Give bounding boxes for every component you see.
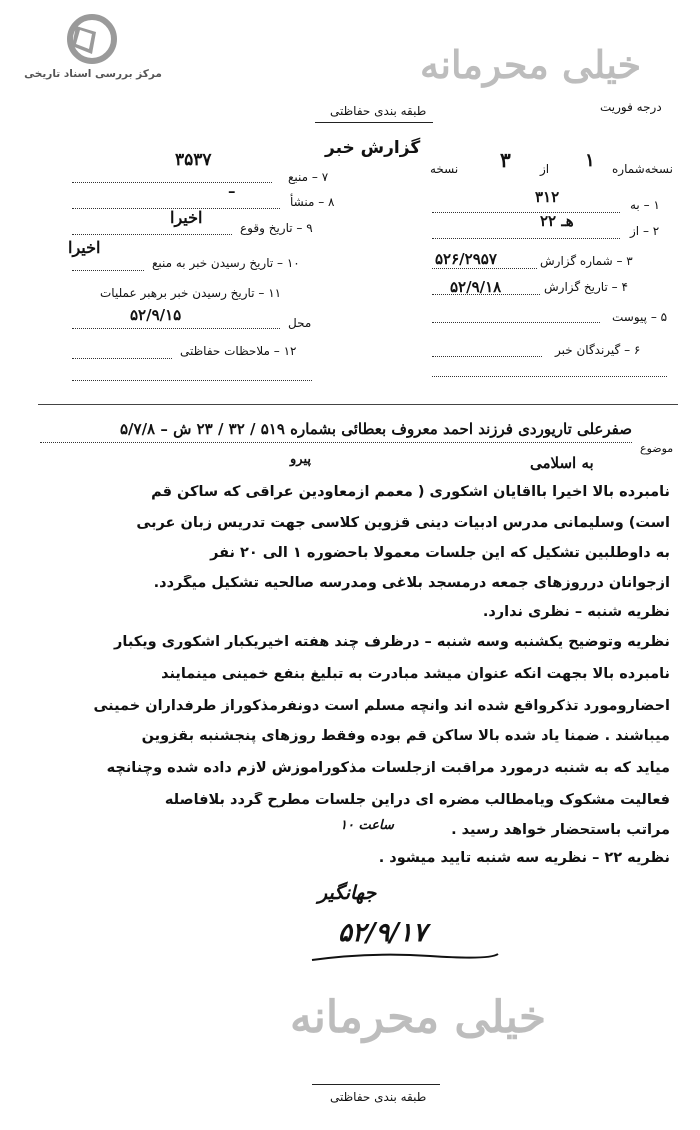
report-title: گزارش خبر [325, 138, 421, 158]
subject-line-3: به اسلامی [530, 454, 594, 472]
subject-line-1: صفرعلی تاریوردی فرزند احمد معروف بعطائی بشماره ۵۱۹ / ۳۲ / ۲۳ ش – ۵/۷/۸ [119, 420, 632, 438]
signature-date: ۵۲/۹/۱۷ [338, 918, 427, 948]
field-occurrence-date-value: اخیرا [170, 208, 203, 227]
classification-label-top: طبقه بندی حفاظتی [330, 104, 427, 118]
field-to-value: ۳۱۲ [535, 188, 560, 206]
copy-count-value: ۳ [500, 148, 511, 172]
classification-stamp-top: خیلی محرمانه [420, 42, 642, 87]
field-source-label: ۷ – منبع [288, 170, 329, 184]
body-line: به داوطلبین تشکیل که این جلسات معمولا باحضوره ۱ الی ۲۰ نفر [210, 545, 670, 561]
classification-line-top [315, 122, 433, 123]
signature-underline-icon [310, 950, 500, 964]
subject-underline [40, 442, 632, 443]
body-annotation: ۱۰ ساعت [340, 818, 394, 833]
field-security-notes-label: ۱۲ – ملاحظات حفاظتی [180, 344, 297, 358]
field-source-value: ۳۵۳۷ [175, 150, 212, 170]
subject-label: موضوع [640, 442, 674, 455]
copy-number-label: نسخه‌شماره [612, 162, 673, 176]
form-divider [38, 404, 678, 405]
body-line: نامبرده بالا بجهت آنکه عنوان میشد مبادرت به تبلیغ بنفع خمینی مینمایند [161, 666, 670, 682]
field-origin-value: – [228, 182, 236, 200]
field-recipients-label: ۶ – گیرندگان خبر [555, 343, 641, 357]
field-from-label: ۲ – از [630, 224, 660, 238]
archive-logo-icon [62, 14, 118, 64]
body-line: نظریه وتوضیح یکشنبه وسه شنبه – درظرف چند هفته اخیریکبار اشکوری ویکبار [114, 634, 670, 650]
field-report-date-value: ۵۲/۹/۱۸ [450, 278, 502, 296]
body-line: میآید که به شنبه درمورد مراقبت ازجلسات مذکورآموزش لازم داده شده وچنانچه [106, 760, 670, 776]
classification-line-bottom [312, 1084, 440, 1085]
priority-label: درجه فوریت [600, 100, 662, 114]
logo [18, 14, 168, 84]
copy-suffix-label: نسخه [430, 162, 459, 176]
body-line: فعالیت مشکوک ویامطالب مضره ای دراین جلسات مطرح گردد بلافاصله [164, 792, 670, 808]
field-operations-receipt-date-label: ۱۱ – تاریخ رسیدن خبر برهبر عملیات [100, 286, 282, 300]
body-line: ازجوانان درروزهای جمعه درمسجد بلاغی ومدرسه صالحیه تشکیل میگردد. [153, 575, 670, 591]
field-attachment-label: ۵ – پیوست [612, 310, 668, 324]
copy-number-value: ۱ [585, 150, 595, 171]
field-location-value: ۵۲/۹/۱۵ [130, 306, 182, 324]
body-line: است) وسلیمانی مدرس ادبیات دینی قزوین کلاسی جهت تدریس زبان عربی [136, 515, 670, 531]
field-report-number-value: ۵۲۶/۲۹۵۷ [435, 250, 497, 268]
field-source-receipt-date-label: ۱۰ – تاریخ رسیدن خبر به منبع [152, 256, 300, 270]
body-line: میباشند . ضمنا یاد شده بالا ساکن قم بوده وفقط روزهای پنجشنبه بقزوین [141, 728, 670, 744]
subject-line-2: پیرو [290, 452, 311, 467]
field-source-receipt-date-value: اخیرا [68, 238, 101, 257]
body-line: مراتب باستحضار خواهد رسید . [451, 822, 670, 838]
field-report-number-label: ۳ – شماره گزارش [540, 254, 633, 268]
field-from-value: ۲۲ هـ [540, 212, 574, 230]
copy-of-label: از [540, 162, 550, 176]
classification-label-bottom: طبقه بندی حفاظتی [330, 1090, 427, 1104]
field-report-date-label: ۴ – تاریخ گزارش [544, 280, 628, 294]
body-line: احضارومورد تذکرواقع شده اند وآنچه مسلم است دونفرمذکوراز طرفداران خمینی [93, 698, 670, 714]
field-occurrence-date-label: ۹ – تاریخ وقوع [240, 221, 313, 235]
logo-text: مرکز بررسی اسناد تاریخی [24, 68, 162, 80]
signature-name: جهانگیر [318, 882, 377, 904]
classification-stamp-bottom: خیلی محرمانه [290, 992, 547, 1043]
field-location-label: محل [288, 316, 312, 330]
field-to-label: ۱ – به [630, 198, 660, 212]
body-line: نامبرده بالا اخیرا باآقایان اشکوری ( معمم ازمعاودین عراقی که ساکن قم [151, 484, 670, 500]
body-line: نظریه شنبه – نظری ندارد. [482, 604, 670, 620]
field-origin-label: ۸ – منشأ [290, 195, 335, 209]
body-line: نظریه ۲۲ – نظریه سه شنبه تایید میشود . [378, 850, 670, 866]
